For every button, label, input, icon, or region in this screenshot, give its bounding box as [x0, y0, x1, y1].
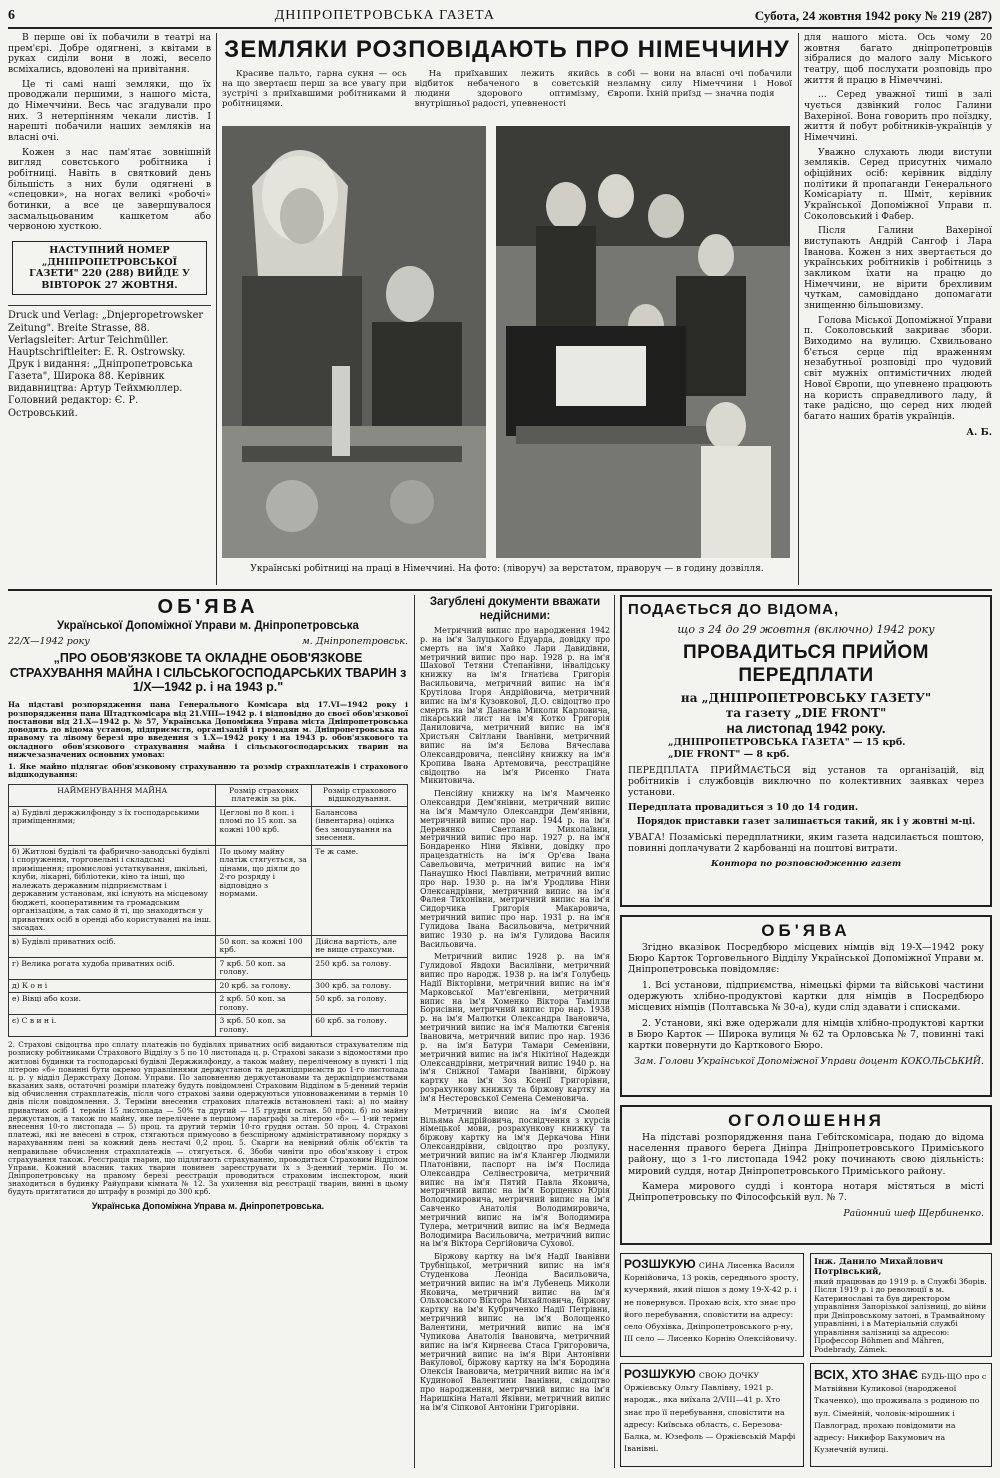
insurance-intro: На підставі розпорядження пана Генерального Комісара від 17.VI—1942 року і розпорядження пана Штадткомісара від 21.VIII—1942 р. і відповідно до своєї обов'язкової постанови від 21.X—1942 р. № 57, Українська Допоміжна Управа міста Дніпропетровська доводить до відома установ, підприємств, організацій і громадян м. Дніпропетровська на правому та лівому березі про введення з 1.X—1942 року і на 1943 р. обов'язкового та окладного обов'язкового страхування майна і сільськогосподарських тварин на нижчезазначених основних умовах: — [8, 700, 408, 759]
photo-leisure — [496, 126, 790, 558]
subscription-line-1: на „ДНІПРОПЕТРОВСЬКУ ГАЗЕТУ" — [680, 691, 932, 706]
page-number: 6 — [8, 8, 15, 24]
table-cell: б) Житлові будівлі та фабрично-заводські будівлі і споруження, торговельні і складські приміщення; промислові устаткування, шкільні, клуби, лікарні, бібліотеки, кіно та інші, що належать державним підприємствам і державним установам, які існують на місцевому бюджеті, кооперативним та громадським організаціям, а так само й ті, що знаходяться у приватних осіб в оренді або користуванні на інш. засадах. — [9, 845, 216, 935]
table-cell: По цьому майну платіж стягується, за цінами, що діяли до 2-го розряду і відповідно з нормами. — [216, 845, 312, 935]
table-cell: 50 крб. за голову. — [312, 993, 408, 1015]
table-row — [9, 935, 408, 957]
subscription-note-2: Передплата провадиться з 10 до 14 годин. — [628, 802, 859, 814]
right-para-1: для нашого міста. Ось чому 20 жовтня багато дніпропетровців зібралися до малого залу Міського театру, щоб послухати розповідь про життя й працю в Німеччині. — [804, 33, 992, 86]
subscription-line-2: та газету „DIE FRONT" — [725, 705, 887, 720]
insurance-table — [8, 784, 408, 1038]
insurance-place: м. Дніпропетровськ. — [301, 636, 408, 648]
photo-caption: Українські робітниці на праці в Німеччині. На фото: (ліворуч) за верстатом, праворуч — в годину дозвілля. — [250, 564, 764, 575]
insurance-date: 22/X—1942 року — [8, 636, 90, 648]
table-cell: 50 коп. за кожні 100 крб. — [216, 935, 312, 957]
wanted-text: СИНА Лисенка Василя Корнійовича, 13 років, середнього зросту, кучерявий, який пішов з дому 19-X-42 р. і не повернувся. Прохаю всіх, хто знає про його перебування, сповістити на адресу: село Обухівка, Дніпропетровського р-ну, III село — Лисенко Корнію Олексійовичу. — [624, 1261, 799, 1344]
left-para-1: В перше ові їх побачили в театрі на прем'єрі. Добре одягнені, з квітами в руках сиділи вони в ложі, весело всміхались, вдоволені на привітання. — [8, 33, 211, 76]
wanted-ad-1 — [620, 1253, 804, 1357]
right-para-4: Після Галини Вахеріної виступають Андрій Сангоф і Лара Іванова. Кожен з них звертається до українських робітників і робітниць з закликом їхати на працю до Німеччини, не вірити брехливим чуткам, самовіддано допомагати знищенню більшовизму. — [804, 225, 992, 312]
subscription-note-1: ПЕРЕДПЛАТА ПРИЙМАЄТЬСЯ від установ та організацій, від робітників і службовців виключно по колективних заявках через установи. — [628, 764, 984, 798]
lost-docs-para-1: Метричний випис про народження 1942 р. на ім'я Залуцького Едуарда, довідку про смерть на ім'я Хайко Лари Давидівни, метричний випис про нар. 1928 р. на ім'я Шахової Тетяни Степанівни, інвалідську книжку на ім'я Ігнатієва Григорія Васильовича, метричний випис на ім'я Крутілова Ігоря Андрійовича, метричний випис на ім'я Кузовкової, Д.О. свідоцтво про смерть на ім'я Данаєва Миколи Карловича, лікарський лист на ім'я Котко Григорія Даниловича, метричний випис на ім'я Христьян Світлани Іванівни, метричний випис на ім'я Бєлова Вячеслава Олександровича, пенсійну книжку на ім'я Кропива Івана Артемовича, реєстраційне свідоцтво на ім'я Рисенко Гната Микитовича. — [420, 626, 610, 786]
table-cell: 300 крб. за голову. — [312, 979, 408, 993]
ration-card-notice — [620, 915, 992, 1097]
engineer-text: який працював до 1919 р. в Службі Зборів. Після 1919 р. і до революції в м. Катеринославі та був директором управління Запорізької залізниці, до війни при Дніпровському затоні, в Трамвайному управлінні, і в Матеріальній службі управління залізниці за адресою: Профессор Böhmen and Mähren, Podebrady, Zámek. — [814, 1276, 987, 1354]
table-row — [9, 1015, 408, 1037]
announcement-title: ОГОЛОШЕННЯ — [728, 1111, 884, 1130]
table-cell: Балансова (інвентарна) оцінка без зношування на знесення. — [312, 806, 408, 845]
wanted-text: СВОЮ ДОЧКУ Оржієвську Ольгу Павлівну, 1921 р. народж., яка виїхала 2/VIII—41 р. Хто знає про її перебування, сповістити на адресу: Київська область, с. Березова-Балка, м. Юзефоль — Оржієвській Марфі Іванівні. — [624, 1371, 796, 1454]
who-knows-ad — [810, 1363, 992, 1467]
right-signature: А. Б. — [966, 426, 992, 438]
right-column — [804, 33, 992, 585]
ration-body-3: 2. Установи, які вже одержали для німців хлібно-продуктові картки в Бюро Карток — Широка вулиця № 62 та Орловська № 7, повинні такі картки повернути до Карткового Бюро. — [628, 1017, 984, 1052]
right-para-5: Голова Міської Допоміжної Управи п. Соколовський закриває збори. Виходимо на вулицю. Схвильовано б'ється серце під враженням незабутньої розповіді про чудовий світ мужніх оптимістичних людей Нової Європи, що упевнено працюють на користь справедливого ладу, й таке радісно, що серед них людей багато наших братів українців. — [804, 314, 992, 422]
table-row — [9, 845, 408, 935]
who-knows-text: БУДЬ-ЩО про с Матвійвни Куликової (народженої Ткаченко), що проживала з родиною по вул. Сімейній, чоловік-мірошник і Павлоград, прохаю повідомити на адресу: Никифор Бакумович на Кузнечній вулиці. — [814, 1372, 987, 1455]
lost-docs-para-3: Метричний випис 1928 р. на ім'я Гулидової Явдохи Василівни, метричний випис про народж. 1938 р. на ім'я Голубець Надії Вікторівни, метричний випис на ім'я Марковської Мат'євгенівни, метричний випис на ім'я Хоменко Віктора Тамілли Борисівни, метричний випис про нар. 1938 р. на ім'я Малютки Олександра Івановича, метричний випис на ім'я Малютки Євгенія Івановича, метричний випис про нар. 1936 р. на ім'я Батури Тамари Семенівни, метричний випис на ім'я Нікітіної Надежди Олександрівни, метричний випис 1940 р. на ім'я Сніжної Тамари Іванівни, біржову картку на ім'я Зоз Ксенії Григорівни, розрахункову книжку та біржову картку на ім'я Нестеровської Семена Семеновича. — [420, 952, 610, 1103]
newspaper-page — [8, 5, 992, 1468]
subscription-signature: Контора по розповсюдженню газет — [710, 858, 902, 869]
subscription-ad — [620, 595, 992, 907]
lost-documents — [420, 595, 610, 1468]
insurance-subtitle: Української Допоміжної Управи м. Дніпропетровська — [57, 620, 359, 633]
table-cell: Цеглові по 8 коп. і пломі по 15 коп. за кожні 100 крб. — [216, 806, 312, 845]
who-knows-title: ВСІХ, ХТО ЗНАЄ — [814, 1367, 918, 1382]
imprint: Druck und Verlag: „Dnjepropetrowsker Zeitung". Breite Strasse, 88. Verlagsleiter: Artur Teichmüller. Hauptschriftleiter: E. R. Ostrowsky. Друк і видання: „Дніпропетровська Газета", Широка 88. Керівник видавництва: Артур Тейхмюллер. Головний редактор: Є. Р. Островський. — [8, 310, 204, 419]
table-cell: 7 крб. 50 коп. за голову. — [216, 957, 312, 979]
insurance-signature: Українська Допоміжна Управа м. Дніпропетровська. — [91, 1200, 325, 1211]
table-cell: в) Будівлі приватних осіб. — [9, 935, 216, 957]
feature-intro-b: На приїхавших лежить якийсь відбиток небаченого в совєтській людини здорового оптимізму, внутрішньої радості, упевненості — [414, 69, 600, 110]
announcement-body-2: Камера мирового судді і контора нотаря містяться в місті Дніпропетровську по Філософській вул. № 7. — [628, 1181, 984, 1204]
subscription-title: ПОДАЄТЬСЯ ДО ВІДОМА, — [628, 601, 840, 618]
feature-headline: ЗЕМЛЯКИ РОЗПОВІДАЮТЬ ПРО НІМЕЧЧИНУ — [224, 36, 790, 63]
wanted-ad-2 — [620, 1363, 804, 1467]
subscription-price-1: „ДНІПРОПЕТРОВСЬКА ГАЗЕТА" — 15 крб. — [668, 737, 906, 749]
lost-docs-para-4: Метричний випис на ім'я Смолей Вільяма Андрійовича, посвідчення з курсів німецької мови, розрахункову книжку та біржову картку на ім'я Деркачова Ніни Олександрівни, свідоцтво про розлуку, метричний випис на ім'я Клангер Людмили Платонівни, паспорт на ім'я Послида Олександра Селівестровича, метричний випис на ім'я Пятий Павла Яковича, метричний випис на ім'я Борщенко Юрія Володимировича, метричний випис на ім'я Савченко Анатолія Володимировича, метричний випис на ім'я Володимира Тулера, метричний випис на ім'я Ведмеда Володимира Васильовича, метричний випис на ім'я Віктора Сергійовича Сухової. — [420, 1106, 610, 1249]
top-section — [8, 33, 992, 585]
table-row — [9, 957, 408, 979]
table-cell: 2 крб. 50 коп. за голову. — [216, 993, 312, 1015]
table-cell: е) Вівці або кози. — [9, 993, 216, 1015]
table-cell: а) Будівлі держжилфонду з їх господарськими приміщеннями; — [9, 806, 216, 845]
lost-docs-title: Загублені документи вважати недійсними: — [429, 596, 601, 623]
table-row — [9, 806, 408, 845]
ads-column — [620, 595, 992, 1468]
insurance-headline: „ПРО ОБОВ'ЯЗКОВЕ ТА ОКЛАДНЕ ОБОВ'ЯЗКОВЕ СТРАХУВАННЯ МАЙНА І СІЛЬСЬКОГОСПОДАРСЬКИХ ТВАРИН з 1/X—1942 р. і на 1943 р." — [9, 650, 407, 695]
newspaper-title: ДНІПРОПЕТРОВСЬКА ГАЗЕТА — [274, 8, 496, 24]
masthead — [8, 5, 992, 29]
bottom-section — [8, 595, 992, 1468]
table-row — [9, 979, 408, 993]
table-cell: 3 крб. 50 коп. за голову. — [216, 1015, 312, 1037]
subscription-note-3: Порядок приставки газет залишається такий, як і у жовтні м-ці. — [636, 817, 976, 828]
table-cell: 250 крб. за голову. — [312, 957, 408, 979]
announcement-body-1: На підставі розпорядження пана Гебітскомісара, подаю до відома населення правого берега Дніпра Дніпропетровського Приміського району, що з 1-го листопада 1942 року починають свою діяльність: мировий суддя, нотар Дніпропетровського Приміського району. — [628, 1131, 984, 1177]
insurance-notice — [8, 595, 408, 1468]
left-column — [8, 33, 211, 585]
table-cell: д) К о н і — [9, 979, 216, 993]
right-para-2: ... Серед уважної тиші в залі чується дзвінкий голос Галини Вахеріної. Вона говорить про поїздку, життя й побут робітників-українців у Німеччині. — [804, 89, 992, 144]
table-header: НАЙМЕНУВАННЯ МАЙНА — [9, 784, 216, 806]
ration-body-2: 1. Всі установи, підприємства, німецькі фірми та військові частини одержують хлібно-продуктові картки для німців в Посредбюро місцевих німців (Полтавська № 30-а), куди слід здавати і списками. — [628, 979, 984, 1014]
table-row — [9, 993, 408, 1015]
subscription-note-4: УВАГА! Позаміські передплатники, яким газета надсилається поштою, повинні доплачувати 2 карбованці на поштові витрати. — [628, 832, 984, 855]
lost-docs-para-5: Біржову картку на ім'я Надії Іванівни Трубніцької, метричний випис на ім'я Студенкова Леоніда Васильовича, метричний випис на ім'я Лубенець Миколи Яковича, метричний випис на ім'я Ольховського Віктора Михайловича, біржову картку на ім'я Кубриченко Надії Петрівни, метричний випис на ім'я Волощенко Валентини, метричний випис на ім'я Чупикова Анатолія Івановича, метричний випис на ім'я Кирнєєва Стаса Григоровича, метричний випис на ім'я Віри Антонівни Вакулової, біржову картку на ім'я Бородина Олексія Івановича, метричний випис на ім'я Кудинової Валентини Іванівни, свідоцтво про народження, метричний випис на ім'я Наришкіна Наталі Яківни, метричний випис на ім'я Сіпкової Антоніни Григорівни. — [420, 1252, 610, 1412]
wanted-label: РОЗШУКУЮ — [624, 1367, 696, 1381]
right-para-3: Уважно слухають люди виступи земляків. Серед присутніх чимало офіційних осіб: керівник відділу політики й пропаганди Генерального Комісаріату п. Шміт, керівник Української Допоміжної Управи п. Соколовський і Фабер. — [804, 146, 992, 222]
ration-title: ОБ'ЯВА — [761, 921, 851, 940]
left-para-3: Кожен з нас пам'ятає зовнішній вигляд совєтського робітника і робітниці. Навіть в святковий день більшість з них були одягнені в «спецовки», на ногах великі «робочі» ботинки, а все це завершувалося засмальцьованим кашкетом або червоною хусткою. — [8, 146, 211, 233]
insurance-item-1: 1. Яке майно підлягає обов'язковому страхуванню та розмір страхплатежів і страхового відшкодування: — [8, 762, 408, 780]
subscription-headline: ПРОВАДИТЬСЯ ПРИЙОМ ПЕРЕДПЛАТИ — [683, 641, 929, 686]
announcement-signature: Районний шеф Щербиненко. — [843, 1207, 984, 1219]
table-header: Розмір страхового відшкодування. — [312, 784, 408, 806]
ration-signature: Зам. Голови Української Допоміжної Управи доцент КОКОЛЬСЬКИЙ. — [634, 1055, 984, 1067]
insurance-body: 2. Страхові свідоцтва про сплату платежів по будівлях приватних осіб видаються страхувателям під розписку робітниками Страхового Відділу з 5 по 10 листопада ц. р. Страхові закази з відомостями про житлові будинки та господарські будівлі Держжилфонду, а також майну, переліченому в пункті 1 під літерою «б» повинні бути окремо управліннями держустанов та держпідприємств до 1-го листопада ц. р. у відділ Держстраху Допом. Управи. По заповненню держустановами та держпідприємствами вказаних заяв, остаточні розміри платежу будуть повідомлені Страховим Відділом в 5-денний термін від обчислення страхплатежів, після чого страхові заяви одержуються уповноваженими в термін 10 днів після повідомлення. 3. Терміни внесення страхових платежів встановлені такі: а) по майну приватних осіб 1 термін 15 листопада — 50% та другий — 15 грудня остан. 50 проц. б) по майну держустанов, а також по майну, яке перелічене в першому параграфі за літерою «б» — 1-ий термін внесення 10-го листопада — 5) проц. та другий термін 10-го грудня остан. 50 проц. 4. Страхові платежі, які не внесені в строк, стягаються примусово в безспірному адміністративному порядку з нарахуванням пені за кожний день нестачі 0,2 проц. 5. Скарги на невірний облік об'єктів та неправильне обчислення страхплатежів — стягується. 6. Збоби чиніти про обов'язкову і строк страхування також. Реєстрація тварин, що підлягають страхуванню, проводиться Страховим Відділом Управи. Кожний власник таких тварин повинен зареєструвати їх з 3-денний термін. По м. Дніпропетровську на правому березі реєстрація проводиться страховим інспектором, який знаходиться в будинку Райуправи кімната № 12. За ухилення від реєстрації тварин, винні в цьому будуть притягатися до штрафу в розмірі до 300 крб. — [8, 1040, 408, 1197]
issue-date: Субота, 24 жовтня 1942 року № 219 (287) — [754, 8, 992, 24]
photo-factory — [222, 126, 486, 558]
table-cell: 20 крб. за голову. — [216, 979, 312, 993]
ration-body-1: Згідно вказівок Посредбюро місцевих німців від 19-X—1942 року Бюро Карток Торговельного Відділу Української Допоміжної Управи м. Дніпропетровська повідомляє: — [628, 941, 984, 976]
feature-intro-a: Красиве пальто, гарна сукня — ось на що звертаєш перш за все увагу при зустрічі з приїхавшими робітниками й робітницями. — [222, 69, 407, 110]
table-cell: є) С в и н і. — [9, 1015, 216, 1037]
table-cell: Те ж саме. — [312, 845, 408, 935]
subscription-dates: що з 24 до 29 жовтня (включно) 1942 року — [677, 623, 935, 637]
wanted-label: РОЗШУКУЮ — [624, 1257, 696, 1271]
court-announcement — [620, 1105, 992, 1245]
table-cell: г) Велика рогата худоба приватних осіб. — [9, 957, 216, 979]
table-cell: 60 крб. за голову. — [312, 1015, 408, 1037]
insurance-title: ОБ'ЯВА — [157, 596, 259, 618]
engineer-ad — [810, 1253, 992, 1357]
feature-intro-c: в собі — вони на власні очі побачили незламну силу Німеччини і Нової Європи. Їхній приїзд — значна подія — [607, 69, 792, 100]
left-para-2: Це ті самі наші земляки, що їх проводжали першими, з нашого міста, до Німеччини. Весь час згадували про них. З нетерпінням чекали листів. І нарешті побачили наших земляків на власні очі. — [8, 78, 211, 144]
feature-article — [222, 33, 792, 585]
subscription-line-3: на листопад 1942 року. — [726, 720, 886, 737]
lost-docs-para-2: Пенсійну книжку на ім'я Мамченко Олександри Дем'янівни, метричний випис на ім'я Мамчуло Олександри Дем'янівни, метричний випис про нар. 1944 р. на ім'я Деревянко Светлани Миколаївни, метричний випис про нар. 1927 р. на ім'я Бондаренко Ніни Яківни, довідку про працездатність на ім'я Ор'єва Івана Савельовича, метричний випис на ім'я Панаушко Нюсі Павлівни, метричний випис про нар. 1930 р. на ім'я Уродлива Ніни Олександрівни, метричний випис на ім'я Фалея Тихонівни, метричний випис на ім'я Сидорчика Григорія Макаровича, метричний випис про нар. 1931 р. на ім'я Гулидова Івана Васильовича, метричний випис 1930 р. на ім'я Гулидова Василя Васильовича. — [420, 789, 610, 949]
engineer-title: Інж. Данило Михайлович Потрівський, — [814, 1257, 944, 1278]
table-header: Розмір страхових платежів за рік. — [216, 784, 312, 806]
next-issue-notice: НАСТУПНИЙ НОМЕР „ДНІПРОПЕТРОВСЬКОЇ ГАЗЕТИ" 220 (288) ВИЙДЕ У ВІВТОРОК 27 ЖОВТНЯ. — [12, 241, 207, 295]
table-cell: Дійсна вартість, але не вище страхсуми. — [312, 935, 408, 957]
subscription-price-2: „DIE FRONT" — 8 крб. — [668, 748, 790, 760]
